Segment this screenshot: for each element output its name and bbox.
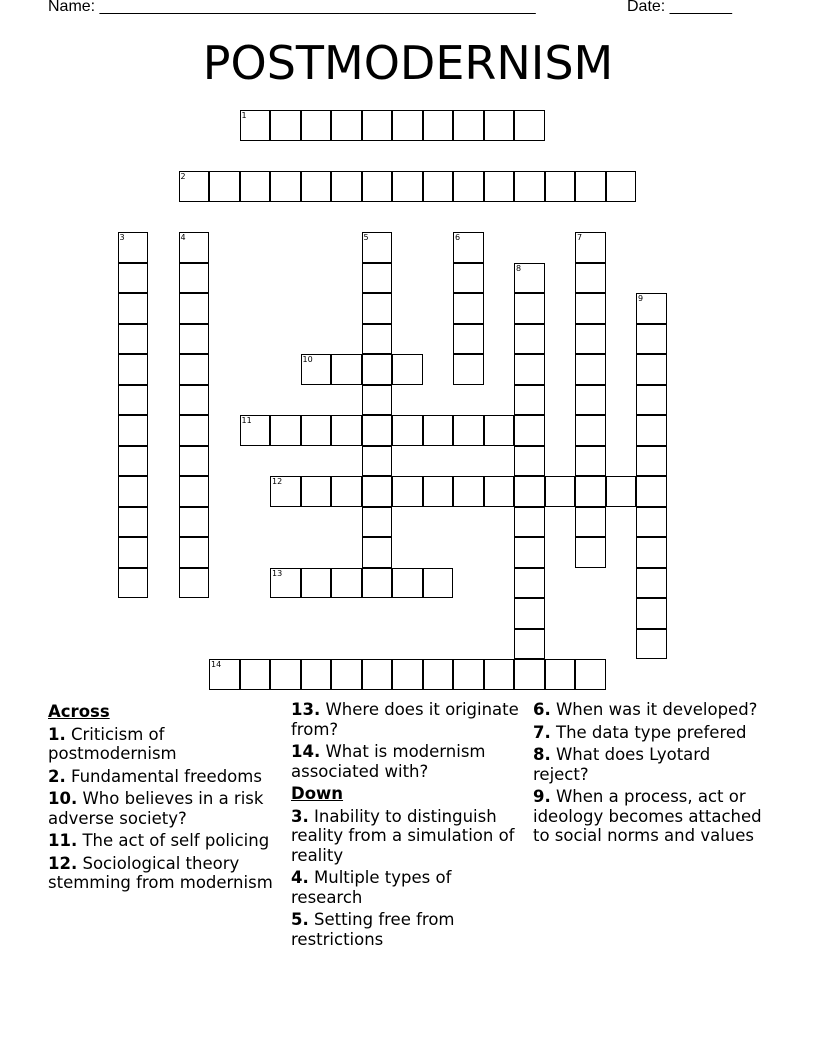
crossword-cell[interactable]	[575, 659, 606, 690]
clue-number: 11.	[48, 831, 78, 850]
crossword-cell[interactable]	[179, 354, 210, 385]
crossword-cell[interactable]	[362, 476, 393, 507]
puzzle-title: POSTMODERNISM	[202, 36, 614, 90]
crossword-cell[interactable]	[514, 568, 545, 599]
clue-text: When was it developed?	[550, 700, 758, 719]
clue-column-3	[533, 700, 769, 849]
crossword-cell[interactable]	[301, 171, 332, 202]
clue-text: The act of self policing	[77, 831, 270, 850]
crossword-cell[interactable]	[453, 171, 484, 202]
crossword-cell[interactable]	[514, 171, 545, 202]
clue-number: 8.	[533, 745, 551, 764]
crossword-cell[interactable]	[423, 415, 454, 446]
clue-number: 7.	[533, 722, 551, 742]
crossword-cell[interactable]	[362, 263, 393, 294]
crossword-cell[interactable]	[118, 263, 149, 294]
crossword-cell[interactable]	[636, 598, 667, 629]
clue-down-8	[533, 745, 769, 784]
clue-number: 9.	[533, 787, 551, 806]
crossword-cell[interactable]	[606, 171, 637, 202]
crossword-cell[interactable]	[270, 659, 301, 690]
clue-text: Who believes in a risk adverse society?	[48, 789, 264, 828]
crossword-cell[interactable]	[301, 415, 332, 446]
crossword-cell[interactable]	[514, 598, 545, 629]
crossword-cell[interactable]	[179, 507, 210, 538]
crossword-cell[interactable]	[362, 415, 393, 446]
clue-text: The data type prefered	[550, 722, 747, 742]
crossword-cell[interactable]	[484, 171, 515, 202]
crossword-cell[interactable]	[179, 415, 210, 446]
crossword-cell[interactable]	[301, 659, 332, 690]
crossword-cell[interactable]	[514, 507, 545, 538]
crossword-cell[interactable]	[575, 324, 606, 355]
crossword-cell[interactable]	[392, 476, 423, 507]
crossword-cell[interactable]	[362, 171, 393, 202]
crossword-cell[interactable]	[514, 354, 545, 385]
clue-number: 10.	[48, 789, 78, 808]
crossword-cell[interactable]	[575, 446, 606, 477]
crossword-cell[interactable]	[331, 415, 362, 446]
crossword-cell[interactable]	[118, 324, 149, 355]
crossword-cell[interactable]	[514, 476, 545, 507]
crossword-cell[interactable]	[301, 568, 332, 599]
clue-number: 12.	[48, 853, 78, 873]
crossword-cell[interactable]	[240, 659, 271, 690]
crossword-cell[interactable]	[636, 537, 667, 568]
cell-number: 7	[577, 233, 583, 242]
crossword-cell[interactable]	[423, 476, 454, 507]
clue-number: 2.	[48, 766, 66, 786]
crossword-cell[interactable]	[362, 446, 393, 477]
crossword-cell[interactable]	[514, 537, 545, 568]
cell-number: 9	[638, 294, 644, 303]
cell-number: 1	[241, 111, 247, 120]
clue-number: 4.	[291, 868, 309, 887]
cell-number: 5	[363, 233, 369, 242]
clue-text: Setting free from restrictions	[291, 910, 455, 949]
crossword-cell[interactable]	[636, 568, 667, 599]
clue-down-7	[533, 723, 769, 743]
crossword-cell[interactable]	[179, 385, 210, 416]
crossword-cell[interactable]	[636, 476, 667, 507]
crossword-cell[interactable]	[118, 293, 149, 324]
clue-column-2	[291, 700, 527, 952]
cell-number: 13	[272, 568, 283, 578]
crossword-cell[interactable]	[484, 476, 515, 507]
crossword-cell[interactable]	[179, 537, 210, 568]
crossword-cell[interactable]	[453, 476, 484, 507]
crossword-cell[interactable]	[118, 476, 149, 507]
crossword-cell[interactable]	[331, 476, 362, 507]
cell-number: 14	[211, 660, 222, 669]
crossword-cell[interactable]	[179, 263, 210, 294]
crossword-cell[interactable]	[362, 110, 393, 141]
crossword-cell[interactable]	[331, 110, 362, 141]
crossword-cell[interactable]	[514, 629, 545, 660]
crossword-cell[interactable]	[514, 415, 545, 446]
crossword-cell[interactable]	[179, 568, 210, 599]
crossword-cell[interactable]	[423, 110, 454, 141]
crossword-cell[interactable]	[362, 568, 393, 599]
clue-text: When a process, act or ideology becomes attached to social norms and values	[533, 787, 762, 845]
crossword-cell[interactable]	[514, 385, 545, 416]
clue-text: Fundamental freedoms	[65, 766, 262, 786]
crossword-cell[interactable]	[118, 385, 149, 416]
clue-across-11	[48, 831, 284, 851]
clue-column-1	[48, 700, 284, 896]
cell-number: 4	[180, 233, 186, 242]
crossword-cell[interactable]	[118, 446, 149, 477]
crossword-cell[interactable]	[423, 171, 454, 202]
clue-text: Inability to distinguish reality from a simulation of reality	[291, 806, 515, 865]
crossword-cell[interactable]	[118, 354, 149, 385]
crossword-cell[interactable]	[575, 293, 606, 324]
clue-across-1	[48, 725, 284, 764]
crossword-cell[interactable]	[453, 263, 484, 294]
clue-number: 6.	[533, 700, 551, 719]
clue-down-5	[291, 910, 527, 949]
crossword-cell[interactable]	[423, 659, 454, 690]
crossword-cell[interactable]	[636, 354, 667, 385]
crossword-cell[interactable]	[118, 537, 149, 568]
crossword-cell[interactable]	[484, 659, 515, 690]
clue-text: What does Lyotard reject?	[533, 745, 711, 784]
crossword-cell[interactable]	[331, 659, 362, 690]
crossword-cell[interactable]	[453, 110, 484, 141]
crossword-cell[interactable]	[514, 446, 545, 477]
crossword-cell[interactable]	[362, 537, 393, 568]
crossword-cell[interactable]	[179, 476, 210, 507]
crossword-cell[interactable]	[636, 446, 667, 477]
cell-number: 8	[516, 263, 522, 273]
name-line[interactable]: Name: _________________________________________________	[48, 0, 536, 15]
crossword-cell[interactable]	[545, 171, 576, 202]
clue-text: Criticism of postmodernism	[48, 724, 177, 763]
crossword-cell[interactable]	[514, 110, 545, 141]
clue-number: 5.	[291, 910, 309, 929]
crossword-cell[interactable]	[270, 171, 301, 202]
crossword-cell[interactable]	[606, 476, 637, 507]
crossword-cell[interactable]	[179, 324, 210, 355]
crossword-cell[interactable]	[636, 507, 667, 538]
crossword-cell[interactable]	[636, 324, 667, 355]
crossword-cell[interactable]	[331, 171, 362, 202]
crossword-cell[interactable]	[331, 568, 362, 599]
cell-number: 12	[272, 477, 283, 486]
across-heading: Across	[48, 702, 110, 721]
crossword-cell[interactable]	[362, 293, 393, 324]
clue-text: Where does it originate from?	[291, 700, 519, 739]
clue-down-4	[291, 868, 527, 907]
crossword-cell[interactable]	[453, 324, 484, 355]
date-line[interactable]: Date: _______	[627, 0, 732, 15]
crossword-cell[interactable]	[484, 415, 515, 446]
crossword-cell[interactable]	[636, 415, 667, 446]
clue-across-12	[48, 854, 284, 893]
crossword-cell[interactable]	[362, 385, 393, 416]
cell-number: 6	[455, 233, 461, 242]
crossword-cell[interactable]	[392, 659, 423, 690]
crossword-cell[interactable]	[270, 415, 301, 446]
crossword-cell[interactable]	[301, 476, 332, 507]
crossword-cell[interactable]	[392, 110, 423, 141]
clue-down-6	[533, 700, 769, 720]
crossword-cell[interactable]	[362, 324, 393, 355]
crossword-cell[interactable]	[575, 415, 606, 446]
crossword-cell[interactable]	[575, 171, 606, 202]
clue-text: Multiple types of research	[291, 868, 452, 907]
crossword-cell[interactable]	[118, 415, 149, 446]
crossword-cell[interactable]	[453, 293, 484, 324]
crossword-cell[interactable]	[392, 171, 423, 202]
clue-down-9	[533, 787, 769, 846]
down-heading: Down	[291, 784, 344, 803]
crossword-cell[interactable]	[453, 659, 484, 690]
clue-across-10	[48, 789, 284, 828]
cell-number: 3	[119, 233, 125, 242]
crossword-cell[interactable]	[545, 659, 576, 690]
clue-across-2	[48, 767, 284, 787]
crossword-cell[interactable]	[362, 659, 393, 690]
clue-list	[0, 700, 816, 1000]
cell-number: 10	[302, 355, 313, 364]
crossword-cell[interactable]	[636, 629, 667, 660]
crossword-cell[interactable]	[575, 476, 606, 507]
crossword-cell[interactable]	[514, 293, 545, 324]
crossword-cell[interactable]	[240, 171, 271, 202]
crossword-cell[interactable]	[575, 263, 606, 294]
crossword-cell[interactable]	[514, 324, 545, 355]
crossword-cell[interactable]	[362, 507, 393, 538]
crossword-cell[interactable]	[392, 568, 423, 599]
crossword-cell[interactable]	[179, 293, 210, 324]
crossword-cell[interactable]	[575, 385, 606, 416]
crossword-cell[interactable]	[118, 568, 149, 599]
crossword-cell[interactable]	[118, 507, 149, 538]
cell-number: 2	[180, 172, 186, 181]
cell-number: 11	[241, 416, 252, 425]
crossword-cell[interactable]	[453, 415, 484, 446]
clue-across-14	[291, 742, 527, 781]
crossword-cell[interactable]	[179, 446, 210, 477]
crossword-cell[interactable]	[392, 415, 423, 446]
crossword-cell[interactable]	[392, 354, 423, 385]
crossword-cell[interactable]	[423, 568, 454, 599]
crossword-cell[interactable]	[636, 385, 667, 416]
crossword-cell[interactable]	[514, 659, 545, 690]
crossword-cell[interactable]	[575, 507, 606, 538]
clue-across-13	[291, 700, 527, 739]
crossword-cell[interactable]	[301, 110, 332, 141]
crossword-cell[interactable]	[362, 354, 393, 385]
crossword-cell[interactable]	[453, 354, 484, 385]
clue-down-3	[291, 807, 527, 866]
crossword-cell[interactable]	[270, 110, 301, 141]
clue-number: 13.	[291, 700, 321, 719]
crossword-cell[interactable]	[484, 110, 515, 141]
crossword-cell[interactable]	[545, 476, 576, 507]
clue-text: Sociological theory stemming from modernism	[48, 853, 273, 892]
crossword-cell[interactable]	[209, 171, 240, 202]
crossword-cell[interactable]	[575, 354, 606, 385]
clue-number: 1.	[48, 724, 66, 744]
crossword-cell[interactable]	[331, 354, 362, 385]
clue-number: 3.	[291, 806, 309, 826]
crossword-cell[interactable]	[575, 537, 606, 568]
clue-text: What is modernism associated with?	[291, 742, 486, 781]
clue-number: 14.	[291, 742, 321, 761]
